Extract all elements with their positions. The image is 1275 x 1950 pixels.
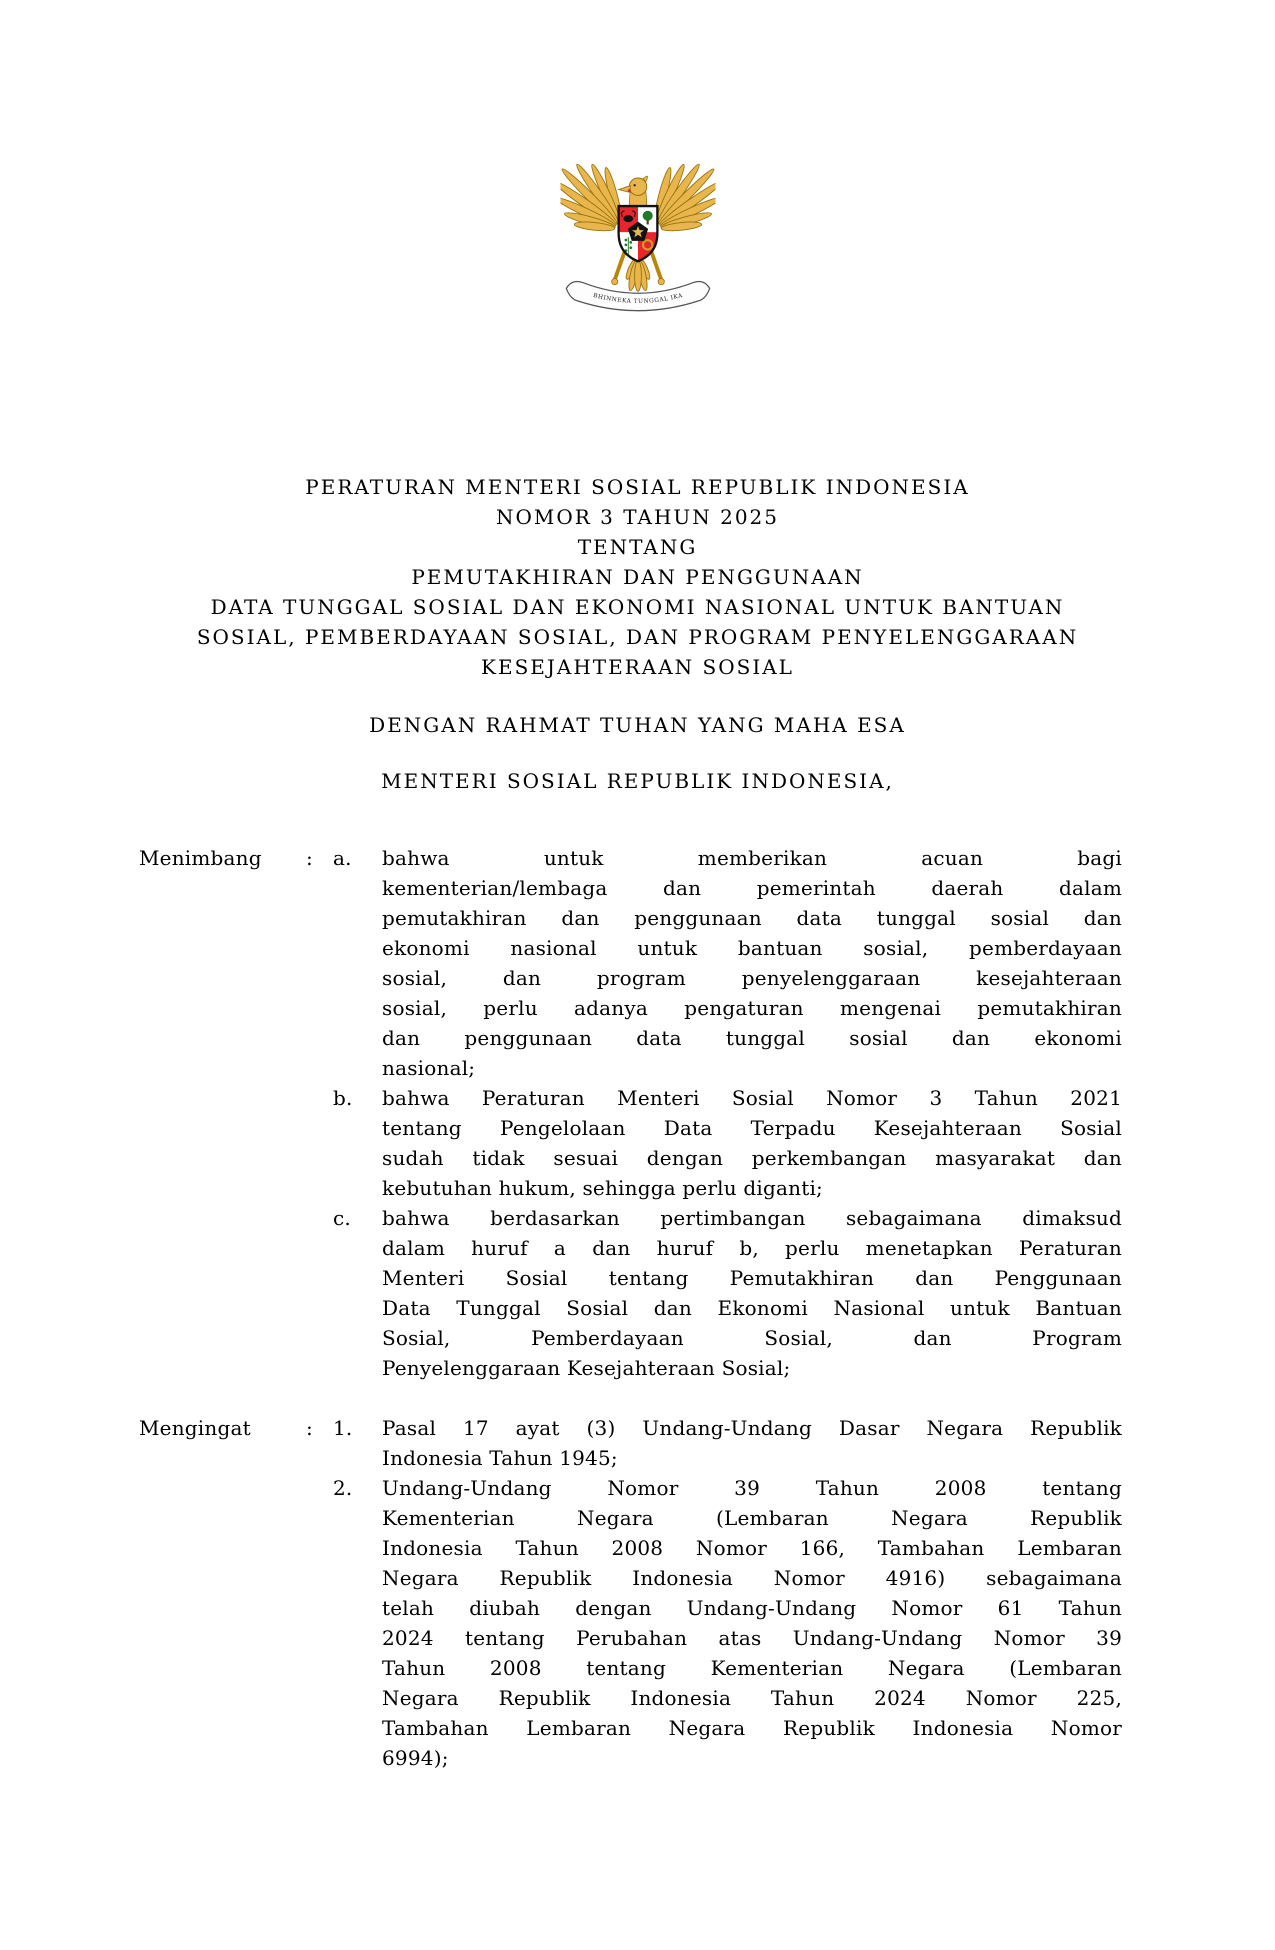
- item-marker: c.: [333, 1206, 351, 1230]
- text-line: nasional;: [382, 1056, 476, 1080]
- item-marker: b.: [333, 1086, 353, 1110]
- text-line: telah diubah dengan Undang-Undang Nomor 61 Tahun: [382, 1596, 1122, 1620]
- regulation-title-line: DATA TUNGGAL SOSIAL DAN EKONOMI NASIONAL UNTUK BANTUAN: [210, 595, 1065, 619]
- item-text: [382, 843, 1122, 1083]
- considering-item: [333, 1083, 1122, 1203]
- text-line: ekonomi nasional untuk bantuan sosial, pemberdayaan: [382, 936, 1122, 960]
- text-line: pemutakhiran dan penggunaan data tunggal sosial dan: [382, 906, 1122, 930]
- garuda-head: [618, 176, 647, 195]
- text-line: kebutuhan hukum, sehingga perlu diganti;: [382, 1176, 823, 1200]
- text-line: Kementerian Negara (Lembaran Negara Republik: [382, 1506, 1122, 1530]
- text-line: Indonesia Tahun 2008 Nomor 166, Tambahan Lembaran: [382, 1536, 1122, 1560]
- text-line: Penyelenggaraan Kesejahteraan Sosial;: [382, 1356, 791, 1380]
- text-line: Tahun 2008 tentang Kementerian Negara (Lembaran: [382, 1656, 1122, 1680]
- text-line: dan penggunaan data tunggal sosial dan ekonomi: [382, 1026, 1122, 1050]
- considering-item: [333, 843, 1122, 1083]
- colon-separator: :: [306, 846, 313, 870]
- garuda-right-wing: [651, 162, 715, 232]
- authority-line: MENTERI SOSIAL REPUBLIK INDONESIA,: [381, 769, 894, 793]
- text-line: Undang-Undang Nomor 39 Tahun 2008 tentang: [382, 1476, 1122, 1500]
- text-line: 2024 tentang Perubahan atas Undang-Undang Nomor 39: [382, 1626, 1122, 1650]
- text-line: Tambahan Lembaran Negara Republik Indonesia Nomor: [382, 1716, 1122, 1740]
- colon-separator: :: [306, 1416, 313, 1440]
- item-marker: 1.: [333, 1416, 353, 1440]
- item-text: [382, 1083, 1122, 1203]
- text-line: Negara Republik Indonesia Nomor 4916) sebagaimana: [382, 1566, 1122, 1590]
- garuda-left-wing: [560, 162, 624, 232]
- recalling-section: [139, 1413, 1122, 1773]
- recalling-label: Mengingat: [139, 1416, 251, 1440]
- motto-text: BHINNEKA TUNGGAL IKA: [591, 292, 684, 305]
- preamble: [139, 843, 1122, 1773]
- item-marker: a.: [333, 846, 352, 870]
- invocation-line: DENGAN RAHMAT TUHAN YANG MAHA ESA: [369, 713, 906, 737]
- regulation-title-line: TENTANG: [577, 535, 698, 559]
- text-line: Sosial, Pemberdayaan Sosial, dan Program: [382, 1326, 1122, 1350]
- text-line: Data Tunggal Sosial dan Ekonomi Nasional untuk Bantuan: [382, 1296, 1122, 1320]
- text-line: kementerian/lembaga dan pemerintah daerah dalam: [382, 876, 1122, 900]
- regulation-title-line: PEMUTAKHIRAN DAN PENGGUNAAN: [411, 565, 864, 589]
- text-line: Negara Republik Indonesia Tahun 2024 Nomor 225,: [382, 1686, 1122, 1710]
- text-line: sosial, dan program penyelenggaraan kesejahteraan: [382, 966, 1122, 990]
- text-line: bahwa berdasarkan pertimbangan sebagaimana dimaksud: [382, 1206, 1122, 1230]
- garuda-pancasila-icon: [560, 146, 715, 320]
- text-line: dalam huruf a dan huruf b, perlu menetapkan Peraturan: [382, 1236, 1122, 1260]
- item-text: [382, 1413, 1122, 1473]
- text-line: sudah tidak sesuai dengan perkembangan masyarakat dan: [382, 1146, 1122, 1170]
- text-line: 6994);: [382, 1746, 449, 1770]
- regulation-title-line: KESEJAHTERAAN SOSIAL: [481, 655, 794, 679]
- garuda-pancasila-emblem: [560, 146, 715, 320]
- recalling-item: [333, 1473, 1122, 1773]
- considering-label: Menimbang: [139, 846, 262, 870]
- recalling-items: [333, 1413, 1122, 1773]
- considering-items: [333, 843, 1122, 1383]
- recalling-item: [333, 1413, 1122, 1473]
- pancasila-shield: [618, 206, 657, 261]
- text-line: bahwa untuk memberikan acuan bagi: [382, 846, 1122, 870]
- regulation-title-line: PERATURAN MENTERI SOSIAL REPUBLIK INDONESIA: [305, 475, 970, 499]
- regulation-title: [0, 472, 1275, 682]
- text-line: Menteri Sosial tentang Pemutakhiran dan Penggunaan: [382, 1266, 1122, 1290]
- considering-item: [333, 1203, 1122, 1383]
- text-line: Indonesia Tahun 1945;: [382, 1446, 618, 1470]
- text-line: bahwa Peraturan Menteri Sosial Nomor 3 Tahun 2021: [382, 1086, 1122, 1110]
- text-line: sosial, perlu adanya pengaturan mengenai pemutakhiran: [382, 996, 1122, 1020]
- regulation-title-line: NOMOR 3 TAHUN 2025: [495, 505, 779, 529]
- item-marker: 2.: [333, 1476, 353, 1500]
- item-text: [382, 1473, 1122, 1773]
- text-line: tentang Pengelolaan Data Terpadu Kesejahteraan Sosial: [382, 1116, 1122, 1140]
- text-line: Pasal 17 ayat (3) Undang-Undang Dasar Negara Republik: [382, 1416, 1122, 1440]
- garuda-foot-right: [658, 279, 664, 285]
- garuda-foot-left: [611, 279, 617, 285]
- considering-section: [139, 843, 1122, 1383]
- item-text: [382, 1203, 1122, 1383]
- regulation-title-line: SOSIAL, PEMBERDAYAAN SOSIAL, DAN PROGRAM PENYELENGGARAAN: [196, 625, 1079, 649]
